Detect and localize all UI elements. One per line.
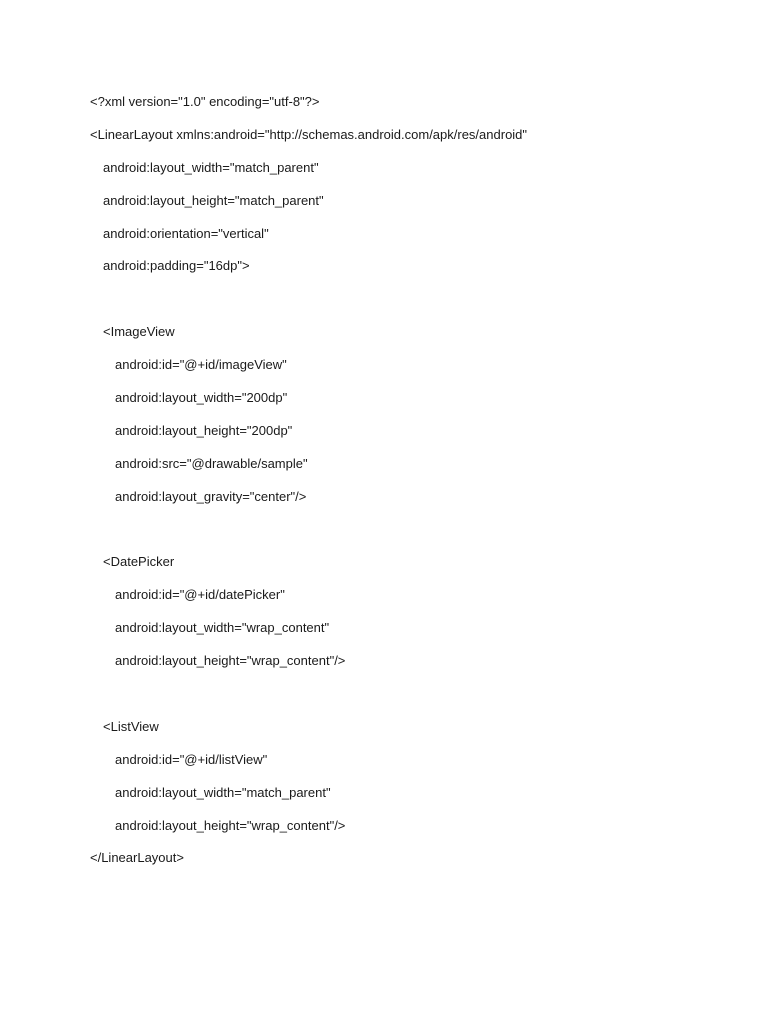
code-line: android:src="@drawable/sample" [115, 455, 308, 471]
code-line: android:layout_width="200dp" [115, 390, 288, 406]
code-line: android:layout_height="wrap_content"/> [115, 817, 346, 833]
code-line: android:layout_width="match_parent" [115, 784, 331, 800]
code-line: android:layout_width="wrap_content" [115, 620, 330, 636]
code-line: </LinearLayout> [90, 850, 184, 866]
code-line: android:layout_gravity="center"/> [115, 488, 307, 504]
code-line: android:layout_height="200dp" [115, 422, 293, 438]
code-line: android:layout_width="match_parent" [103, 159, 319, 175]
code-line: android:layout_height="match_parent" [103, 192, 324, 208]
code-line: android:layout_height="wrap_content"/> [115, 653, 346, 669]
blank-line [90, 684, 730, 717]
code-line: android:padding="16dp"> [103, 258, 250, 274]
code-line: android:id="@+id/imageView" [115, 357, 287, 373]
code-line: <?xml version="1.0" encoding="utf-8"?> [90, 94, 320, 109]
code-line: <DatePicker [103, 554, 175, 570]
code-line: android:id="@+id/datePicker" [115, 587, 285, 603]
blank-line [90, 289, 730, 322]
code-line: <LinearLayout xmlns:android="http://schemas.android.com/apk/res/android" [90, 126, 528, 142]
blank-line [90, 520, 730, 553]
code-line: android:id="@+id/listView" [115, 751, 268, 767]
code-line: android:orientation="vertical" [103, 225, 269, 241]
code-line: <ImageView [103, 324, 175, 340]
document-body [90, 92, 730, 881]
code-line: <ListView [103, 718, 159, 734]
